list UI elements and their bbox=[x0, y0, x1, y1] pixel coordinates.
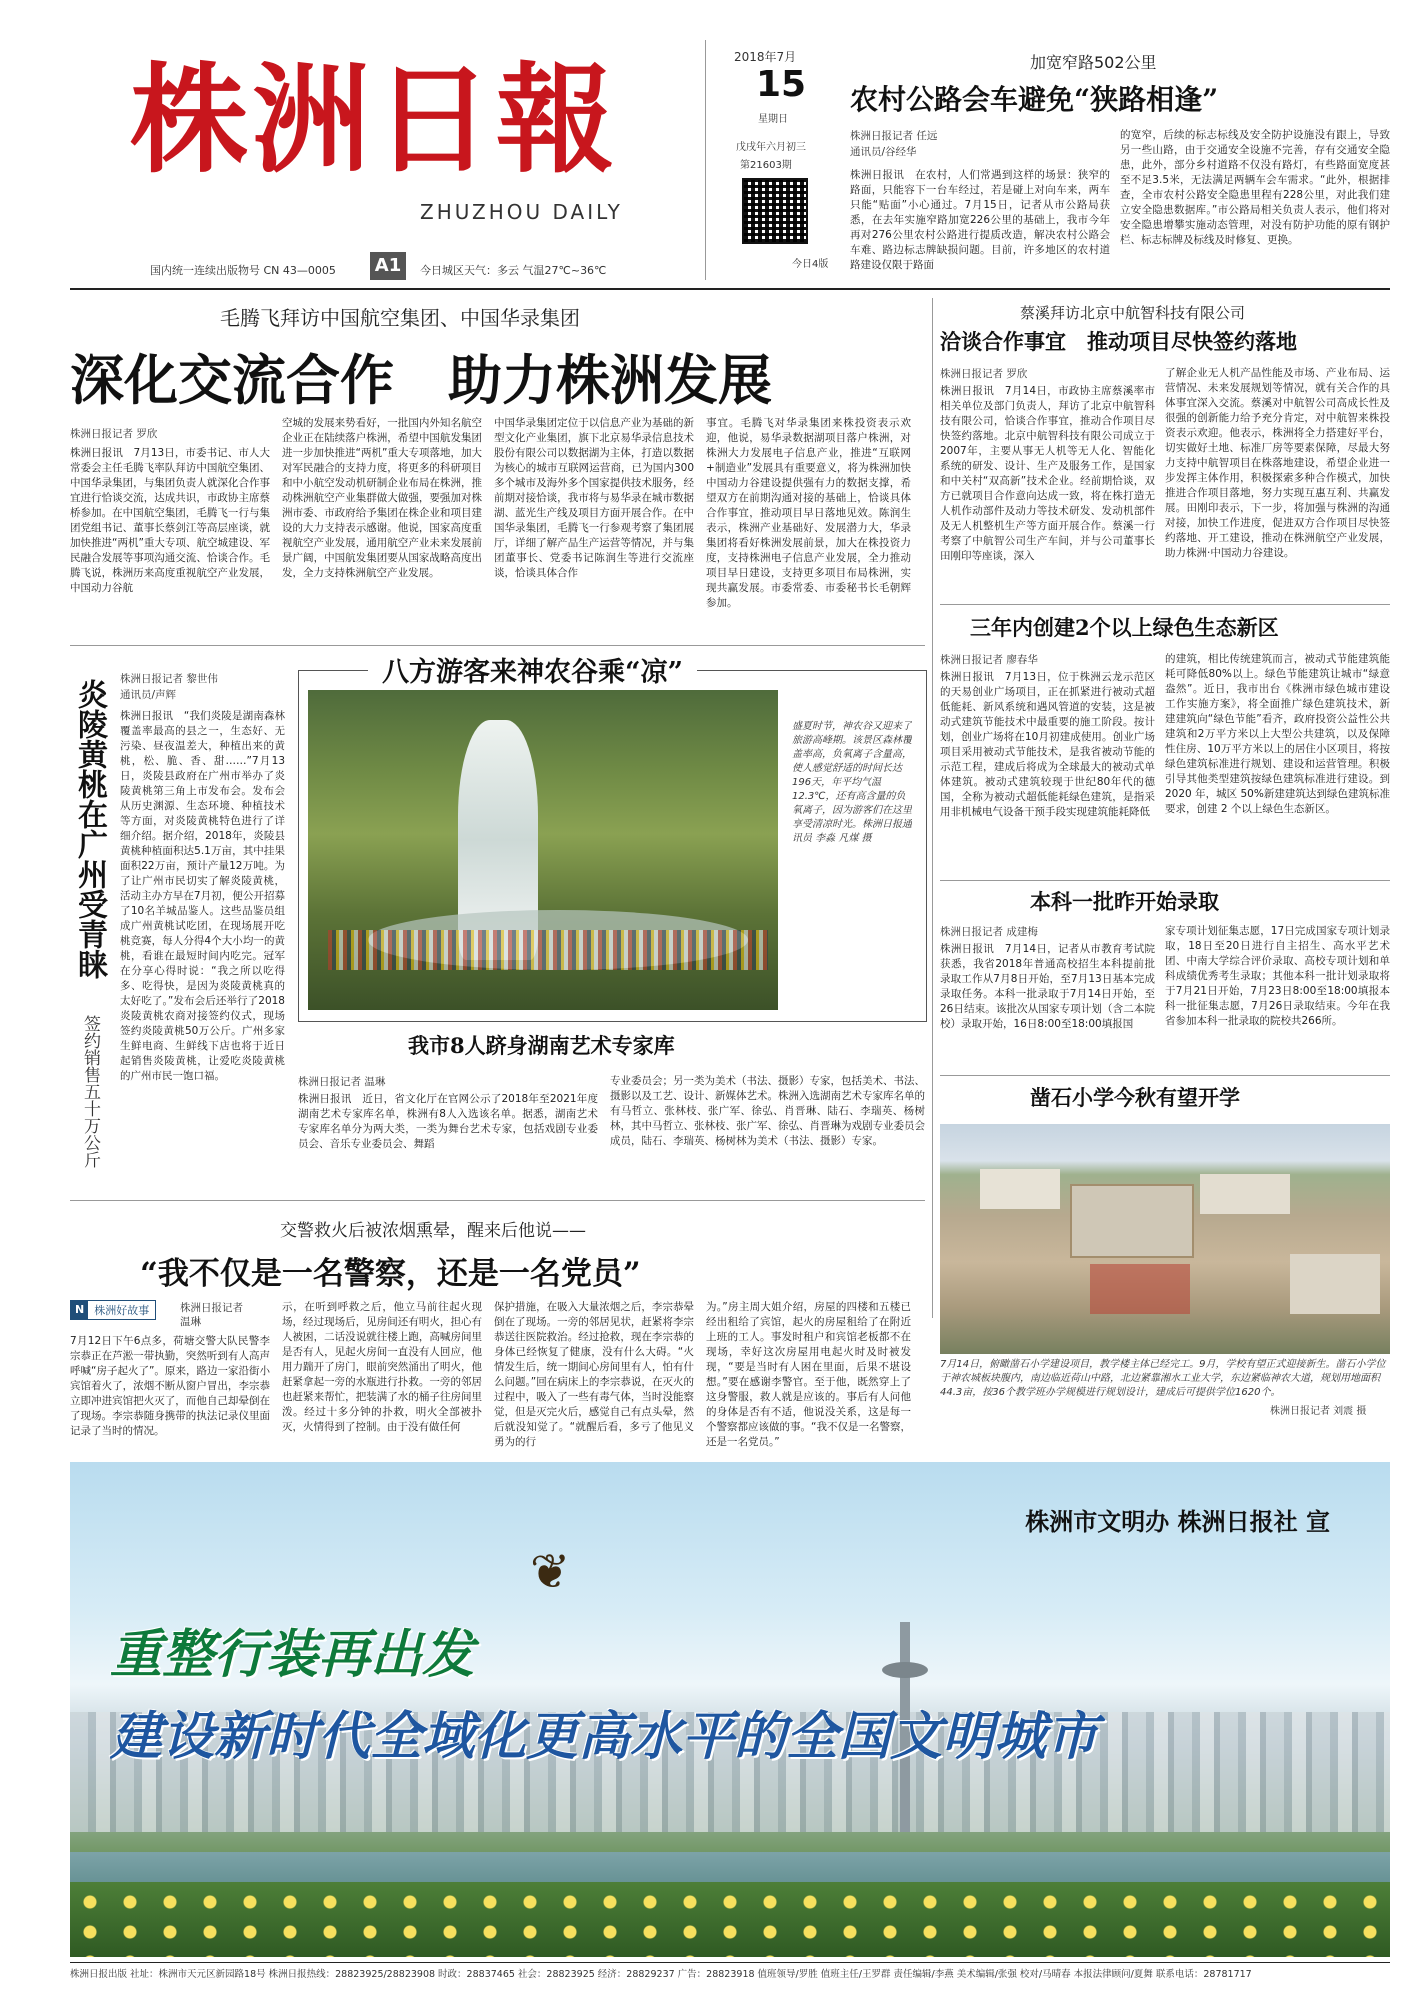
building bbox=[980, 1169, 1060, 1209]
weather: 今日城区天气：多云 气温27℃~36℃ bbox=[420, 264, 607, 277]
lead-col1: 株洲日报讯 7月13日，市委书记、市人大常委会主任毛腾飞率队拜访中国航空集团、中国华录集团，与集团负责人就深化合作事宜进行恰谈交流，达成共识，市政协主席蔡桥参加。在中国航空集团，毛腾飞一行与集团党组书记、董事长蔡剑江等高层座谈，就加快推进“两机”重大专项、航空城建设、军民融合发展等事项沟通交流、恰谈合作。毛腾飞说，株洲历来高度重视航空产业发展，中国动力谷航 bbox=[70, 447, 270, 594]
lead-col2: 空城的发展来势看好，一批国内外知名航空企业正在陆续落户株洲，希望中国航发集团进一步加快推进“两机”重大专项落地，加大对军民融合的支持力度，将更多的科研项目和中小航空发动机研制企业布局在株洲，推动株洲航空产业集群做大做强，要强加对株洲市委、市政府给予集团在株企业和项目建设的大力支持表示感谢。他说，国家高度重视航空产业发展，通用航空产业未来发展前景广阔，中国航发集团要从国家战略高度出发，全力支持株洲航空产业发展。 bbox=[282, 417, 482, 579]
waterfall-photo bbox=[308, 690, 778, 1010]
school-photo-credit: 株洲日报记者 刘震 摄 bbox=[1270, 1406, 1367, 1417]
left-story-byline: 株洲日报记者 黎世伟 bbox=[120, 673, 218, 685]
school-aerial-photo bbox=[940, 1124, 1390, 1354]
date-line: 2018年7月 bbox=[734, 50, 797, 64]
art-headline: 我市8人跻身湖南艺术专家库 bbox=[408, 1033, 675, 1058]
masthead-rule bbox=[70, 288, 1390, 290]
police-byline-2: 温琳 bbox=[180, 1316, 201, 1328]
right-story-1-kicker: 蔡溪拜访北京中航智科技有限公司 bbox=[1020, 304, 1246, 322]
weekday: 星期日 bbox=[758, 114, 788, 125]
right-story-3-col1: 株洲日报讯 7月14日，记者从市教育考试院获悉，我省2018年普通高校招生本科提前批录取工作从7月8日开始，至7月13日基本完成录取任务。本科一批录取于7月14日开始，至26日结束。该批次从国家专项计划（含二本院校）录取开始，16日8:00至18:00填报国 bbox=[940, 943, 1155, 1030]
building bbox=[1070, 1184, 1194, 1258]
photo-feature bbox=[298, 650, 925, 1020]
top-story-byline-2: 通讯员/谷经华 bbox=[850, 146, 917, 158]
building bbox=[1200, 1174, 1290, 1214]
right-story-1-byline: 株洲日报记者 罗欣 bbox=[940, 368, 1028, 380]
flowers bbox=[70, 1882, 1390, 1957]
building bbox=[1090, 1264, 1190, 1314]
police-tag-label: 株洲好故事 bbox=[94, 1304, 150, 1317]
divider bbox=[940, 1075, 1390, 1076]
lead-story bbox=[70, 298, 925, 638]
police-headline: “我不仅是一名警察，还是一名党员” bbox=[140, 1256, 641, 1292]
police-tag bbox=[70, 1300, 156, 1320]
right-story-1 bbox=[940, 298, 1390, 598]
ad-line-2: 建设新时代全域化更高水平的全国文明城市 bbox=[110, 1706, 1099, 1767]
right-story-2-col1: 株洲日报讯 7月13日，位于株洲云龙示范区的天易创业广场项目，正在抓紧进行被动式超低能耗、新风系统和遇风管道的安装，这是被动式建筑节能技术中最重要的施工阶段。按计划，创业广场将在10月初建成使用。创业广场项目采用被动式节能技术，是我省被动节能的示范工程，建成后将成为全球最大的被动式单体建筑。被动式建筑较现于世纪80年代的德国，全称为被动式超低能耗绿色建筑，是指采用非机械电气设备干预手段实现建筑能耗降低 bbox=[940, 671, 1155, 818]
art-byline: 株洲日报记者 温琳 bbox=[298, 1076, 386, 1088]
right-story-2-headline: 三年内创建2个以上绿色生态新区 bbox=[970, 615, 1279, 640]
art-story bbox=[298, 1030, 925, 1190]
divider bbox=[940, 880, 1390, 881]
school-photo-caption: 7月14日，俯瞰凿石小学建设项目，教学楼主体已经完工。9月，学校有望正式迎接新生。凿石小学位于神农城板块腹内，南边临近荷山中路，北边紧靠湘水工业大学，东边紧临神农大道，规划用地面积44.3亩，按36个教学班办学规模进行规划设计，建成后可提供学位1620个。 bbox=[940, 1359, 1386, 1398]
tv-tower-head bbox=[882, 1662, 928, 1678]
right-story-3 bbox=[940, 886, 1390, 1066]
footer-rule bbox=[70, 1962, 1390, 1963]
art-col2: 专业委员会；另一类为美术（书法、摄影）专家，包括美术、书法、摄影以及工艺、设计、新媒体艺术。株洲入选湖南艺术专家库名单的有马哲立、张林枝、张广军、徐弘、肖晋琳、陆石、李瑞英、杨树林，其中马哲立、张林枝、张广军、徐弘、肖晋琳为戏剧专业委员会成员，陆石、李瑞英、杨树林为美术（书法、摄影）专家。 bbox=[610, 1075, 925, 1147]
right-story-3-byline: 株洲日报记者 成建梅 bbox=[940, 926, 1038, 938]
date-day: 15 bbox=[756, 64, 807, 105]
masthead-title-en: ZHUZHOU DAILY bbox=[420, 200, 623, 224]
divider bbox=[940, 604, 1390, 605]
top-story bbox=[850, 40, 1390, 280]
lead-byline: 株洲日报记者 罗欣 bbox=[70, 428, 158, 440]
masthead bbox=[120, 40, 680, 280]
issue-number: 第21603期 bbox=[740, 160, 792, 171]
column-divider bbox=[932, 298, 933, 1318]
crowd bbox=[328, 930, 768, 970]
right-story-2-byline: 株洲日报记者 廖春华 bbox=[940, 654, 1038, 666]
lead-headline: 深化交流合作 助力株洲发展 bbox=[70, 348, 772, 412]
issn: 国内统一连续出版物号 CN 43—0005 bbox=[150, 264, 336, 277]
lunar-date: 戊戌年六月初三 bbox=[736, 142, 806, 153]
left-story-body: 株洲日报讯 “我们炎陵是湖南森林覆盖率最高的县之一，生态好、无污染、昼夜温差大，种植出来的黄桃，松、脆、香、甜……”7月13日，炎陵县政府在广州市举办了炎陵黄桃第三角上市发布会。发布会从历史渊源、生态环境、种植技术等方面，对炎陵黄桃特色进行了详细介绍。据介绍，2018年，炎陵县黄桃种植面积达5.1万亩，其中挂果面积22万亩，预计产量12万吨。为了让广州市民切实了解炎陵黄桃，活动主办方早在7月初，便公开招募了10名羊城品鉴人。这些品鉴员组成广州黄桃试吃团，在现场展开吃桃竞赛，每人分得4个大小均一的黄桃，看谁在最短时间内吃完。冠军在分享心得时说：“我之所以吃得多、吃得快，是因为炎陵黄桃真的太好吃了。”发布会后还举行了2018炎陵黄桃农商对接签约仪式，现场签约炎陵黄桃50万公斤。广州多家生鲜电商、生鲜线下店也将于近日起销售炎陵黄桃，让爱吃炎陵黄桃的广州市民一饱口福。 bbox=[120, 710, 285, 1082]
feature-caption: 盛夏时节，神农谷又迎来了旅游高峰期。该景区森林覆盖率高，负氧离子含量高，使人感觉舒适的时间长达196天，年平均气温12.3℃，还有高含量的负氧离子，因为游客们在这里享受清凉时光。株洲日报通讯员 李淼 凡煤 摄 bbox=[792, 721, 912, 844]
right-story-4 bbox=[940, 1082, 1390, 1322]
left-story-headline: 炎陵黄桃在广州受青睐 bbox=[72, 679, 107, 979]
lead-col4: 事宜。毛腾飞对华录集团来株投资表示欢迎，他说，易华录数据湖项目落户株洲，对株洲大力发展电子信息产业，推进“互联网+制造业”发展具有重要意义，将为株洲加快中国动力谷建设提供强有力的数据支撑，希望双方在前期沟通对接的基础上，恰谈具体合作事宜，推动项目早日落地见效。陈润生表示，株洲产业基础好、发展潜力大，华录集团将看好株洲发展前景，加大在株投资力度，支持株洲电子信息产业发展，全力推动项目早日建设，支持更多项目布局株洲，实现共赢发展。市委常委、市委秘书长毛朝辉参加。 bbox=[706, 417, 911, 609]
top-story-col2: 的宽窄，后续的标志标线及安全防护设施没有跟上，导致另一些山路，由于交通安全设施不完善，存有交通安全隐患，此外，部分乡村道路不仅没有路灯，有些路面宽度甚至不足3.5米，无法满足两辆车会车需求。“此外，根据排查，全市农村公路安全隐患里程有228公里，对此我们建立安全隐患数据库。”市公路局相关负责人表示，他们将对安全隐患增攀实施动态管理，对没有防护功能的原有钢护栏、标志标牌及标线及时修复、更换。 bbox=[1120, 129, 1390, 246]
police-col2: 示，在听到呼救之后，他立马前往起火现场，经过现场后，见房间还有明火，担心有人被困，二话没说就往楼上跑，高喊房间里是否有人，见起火房间一直没有人回应，他用力踹开了房门，眼前突然涌出了明火，他赶紧拿起一旁的水瓶进行扑救。一旁的邻居也赶紧来帮忙，把装满了水的桶子往房间里泼。经过十多分钟的扑救，明火全部被扑灭，火情得到了控制。由于没有做任何 bbox=[282, 1301, 482, 1433]
police-col3: 保护措施，在吸入大量浓烟之后，李宗恭晕倒在了现场。一旁的邻居见状，赶紧将李宗恭送往医院救治。经过抢救，现在李宗恭的身体已经恢复了健康，没有什么大碍。“火情发生后，统一期间心房间里有人，怕有什么问题。”回在病床上的李宗恭说，在灭火的过程中，吸入了一些有毒气体，当时没能察觉，但是灭完火后，感觉自己有点头晕，然后就没知觉了。“就醒后看，多亏了他见义勇为的行 bbox=[494, 1301, 694, 1448]
pages-today: 今日4版 bbox=[792, 259, 829, 270]
police-kicker: 交警救火后被浓烟熏晕，醒来后他说—— bbox=[280, 1221, 586, 1241]
right-story-1-col2: 了解企业无人机产品性能及市场、产业布局、运营情况、未来发展规划等情况，就有关合作的具体事宜深入交流。蔡溪对中航智公司高成长性及很强的创新能力给予充分肯定，对中航智来株投资表示欢迎。他表示，株洲将全力搭建好平台，切实做好土地、标准厂房等要素保障，尽最大努力支持中航智项目在株落地建设，希望企业进一步发挥主体作用，积极探索多种合作模式，加快推进合作项目落地，努力实现互惠互利、共赢发展。田刚印表示，下一步，将加强与株洲的沟通对接，加快工作进度，促进双方合作项目尽快签约落地、开工建设，推动在株洲航空产业发展，助力株洲·中国动力谷建设。 bbox=[1165, 367, 1390, 559]
lead-col3: 中国华录集团定位于以信息产业为基础的新型文化产业集团，旗下北京易华录信息技术股份有限公司以数据湖为主体，打造以数据为核心的城市互联网运营商，已为国内300多个城市及海外多个国家提供技术服务，经前期对接恰谈，我市将与易华录在城市数据湖、蓝光生产线及项目方面开展合作。在中国华录集团，毛腾飞一行参观考察了集团展厅，详细了解产品生产运营等情况，并与集团董事长、党委书记陈润生等进行交流座谈，恰谈具体合作 bbox=[494, 417, 694, 579]
feature-headline: 八方游客来神农谷乘“凉” bbox=[368, 650, 697, 689]
left-story bbox=[70, 655, 290, 1185]
ad-line-1: 重整行装再出发 bbox=[110, 1624, 475, 1685]
qr-code bbox=[742, 178, 808, 244]
ad-banner bbox=[70, 1462, 1390, 1957]
lead-kicker: 毛腾飞拜访中国航空集团、中国华录集团 bbox=[220, 306, 580, 330]
right-story-2 bbox=[940, 612, 1390, 877]
right-story-1-headline: 洽谈合作事宜 推动项目尽快签约落地 bbox=[940, 329, 1297, 354]
right-story-2-col2: 的建筑，相比传统建筑而言，被动式节能建筑能耗可降低80%以上。绿色节能建筑让城市“绿意盎然”。近日，我市出台《株洲市绿色城市建设工作实施方案》，将全面推广绿色建筑技术，新建建筑向“绿色节能”看齐，政府投资公益性公共建筑和2万平方米以上大型公共建筑，以及保障性住房、10万平方米以上的居住小区项目，将按绿色建筑标准进行规划、建设和运营管理。积极引导其他类型建筑按绿色建筑标准进行建设。到 2020 年，城区 50%新建建筑达到绿色建筑标准要求，创建 2 个以上绿色生态新区。 bbox=[1165, 653, 1390, 815]
police-tag-icon: N bbox=[71, 1301, 88, 1319]
footer: 株洲日报出版 社址：株洲市天元区新园路18号 株洲日报热线：28823925/28823908 时政：28837465 社会：28823925 经济：28829237 广告：28823918 值班领导/罗胜 值班主任/王罗群 责任编辑/李燕 美术编辑/张强 校对/马晴春 本报法律顾问/夏舞 联系电话：28781717 bbox=[70, 1969, 1252, 1980]
ad-sponsor: 株洲市文明办 株洲日报社 宣 bbox=[1025, 1507, 1330, 1536]
police-story bbox=[70, 1208, 925, 1458]
left-story-byline-2: 通讯员/声辉 bbox=[120, 689, 177, 701]
police-byline: 株洲日报记者 bbox=[180, 1302, 243, 1314]
top-story-kicker: 加宽窄路502公里 bbox=[1030, 53, 1157, 72]
right-story-3-headline: 本科一批昨开始录取 bbox=[1030, 889, 1219, 914]
top-story-col1: 株洲日报讯 在农村，人们常遇到这样的场景：狭窄的路面，只能容下一台车经过，若是碰上对向车来，两车只能“贴面”小心通过。7月15日，记者从市公路局获悉，在去年实施窄路加宽226公里的基础上，我市今年再对276公里农村公路进行提质改造，解决农村公路会车难、路边标志牌缺损问题。目前，许多地区的农村道路建设仅限于路面 bbox=[850, 169, 1110, 271]
butterfly-icon: ❦ bbox=[530, 1544, 571, 1600]
divider bbox=[70, 1200, 925, 1201]
masthead-title: 株洲日報 bbox=[130, 50, 619, 189]
right-story-3-col2: 家专项计划征集志愿，17日完成国家专项计划录取，18日至20日进行自主招生、高水平艺术团、中南大学综合评价录取、高校专项计划和单科成绩优秀考生录取；其他本科一批计划录取将于7月21日开始，7月23日8:00至18:00填报本科一批征集志愿，7月26日录取结束。今年在我省参加本科一批录取的院校共266所。 bbox=[1165, 925, 1390, 1027]
top-story-byline: 株洲日报记者 任远 bbox=[850, 130, 938, 142]
left-story-subhead: 签约销售五十万公斤 bbox=[80, 1015, 100, 1168]
right-story-4-headline: 凿石小学今秋有望开学 bbox=[1030, 1085, 1240, 1110]
top-story-headline: 农村公路会车避免“狭路相逢” bbox=[850, 83, 1219, 116]
right-story-1-col1: 株洲日报讯 7月14日，市政协主席蔡溪率市相关单位及部门负责人，拜访了北京中航智科技有限公司，恰谈合作事宜，推动合作项目尽快签约落地。北京中航智科技有限公司成立于2007年，主要从事无人机等无人化、智能化系统的研发、设计、生产及服务工作，是国家和中关村“双高新”技术企业。经前期恰谈，双方已就项目合作意向达成一致，将在株打造无人机作动部件及动力等技术研发、发动机部件及无人机整机生产等方面开展合作。蔡溪一行考察了中航智公司生产车间，并与公司董事长田刚印等座谈，深入 bbox=[940, 385, 1155, 562]
date-box bbox=[705, 40, 846, 280]
police-col1: 7月12日下午6点多，荷塘交警大队民警李宗恭正在芦淞一带执勤，突然听到有人高声呼喊“房子起火了”。原来，路边一家沿街小宾馆着火了，浓烟不断从窗户冒出，李宗恭立即冲进宾馆把火灭了，而他自己却晕倒在了现场。李宗恭随身携带的执法记录仪里面记录了当时的情况。 bbox=[70, 1335, 270, 1437]
building bbox=[1290, 1254, 1380, 1314]
police-col4: 为。”房主周大姐介绍，房屋的四楼和五楼已经出租给了宾馆，起火的房屋租给了在附近上班的工人。事发时租户和宾馆老板都不在现场，幸好这次房屋用电起火时及时被发现，“要是当时有人困在里面，后果不堪设想。”要在感谢李警官。至于他，既然穿上了这身警服，救人就是应该的。事后有人问他的身体是否有不适，他说没关系，这是每一个警察都应该做的事。“我不仅是一名警察，还是一名党员。” bbox=[706, 1301, 911, 1448]
divider bbox=[70, 645, 925, 646]
art-col1: 株洲日报讯 近日，省文化厅在官网公示了2018年至2021年度湖南艺术专家库名单，株洲有8人入选该名单。据悉，湖南艺术专家库名单分为两大类，一类为舞台艺术专家，包括戏剧专业委员会、音乐专业委员会、舞蹈 bbox=[298, 1093, 598, 1150]
page-number: A1 bbox=[370, 252, 406, 280]
